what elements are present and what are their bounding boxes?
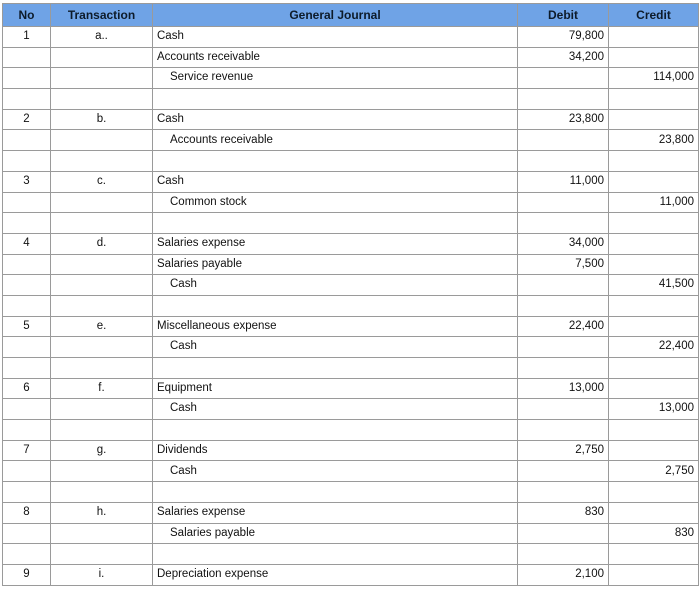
row-number-cell: 1 xyxy=(3,27,51,48)
credit-cell xyxy=(609,295,699,316)
account-cell xyxy=(153,358,518,379)
table-row xyxy=(3,89,699,110)
transaction-cell: g. xyxy=(51,440,153,461)
row-number-cell: 3 xyxy=(3,171,51,192)
table-row xyxy=(3,68,699,89)
row-number-cell xyxy=(3,192,51,213)
transaction-cell xyxy=(51,482,153,503)
account-cell xyxy=(153,89,518,110)
table-row xyxy=(3,213,699,234)
account-cell: Salaries payable xyxy=(153,523,518,544)
table-row xyxy=(3,440,699,461)
account-cell: Accounts receivable xyxy=(153,130,518,151)
debit-cell xyxy=(518,192,609,213)
transaction-cell xyxy=(51,358,153,379)
table-row xyxy=(3,523,699,544)
table-row xyxy=(3,544,699,565)
credit-cell xyxy=(609,233,699,254)
table-row xyxy=(3,482,699,503)
credit-cell: 41,500 xyxy=(609,275,699,296)
account-cell: Cash xyxy=(153,171,518,192)
account-cell: Salaries expense xyxy=(153,502,518,523)
table-row xyxy=(3,337,699,358)
account-cell: Cash xyxy=(153,275,518,296)
transaction-cell xyxy=(51,420,153,441)
debit-cell: 13,000 xyxy=(518,378,609,399)
transaction-cell: c. xyxy=(51,171,153,192)
account-cell: Cash xyxy=(153,109,518,130)
row-number-cell: 5 xyxy=(3,316,51,337)
header-row xyxy=(3,4,699,27)
credit-cell xyxy=(609,358,699,379)
credit-cell: 22,400 xyxy=(609,337,699,358)
debit-cell xyxy=(518,544,609,565)
journal-body xyxy=(3,27,699,586)
general-journal-table xyxy=(2,3,699,586)
transaction-cell: a.. xyxy=(51,27,153,48)
transaction-cell xyxy=(51,68,153,89)
debit-cell xyxy=(518,523,609,544)
account-cell xyxy=(153,544,518,565)
transaction-cell xyxy=(51,47,153,68)
row-number-cell: 9 xyxy=(3,564,51,585)
account-cell: Cash xyxy=(153,337,518,358)
table-row xyxy=(3,564,699,585)
row-number-cell: 7 xyxy=(3,440,51,461)
credit-cell xyxy=(609,47,699,68)
transaction-cell: b. xyxy=(51,109,153,130)
credit-cell xyxy=(609,378,699,399)
credit-cell: 23,800 xyxy=(609,130,699,151)
row-number-cell: 4 xyxy=(3,233,51,254)
table-row xyxy=(3,461,699,482)
row-number-cell xyxy=(3,275,51,296)
debit-cell xyxy=(518,358,609,379)
table-row xyxy=(3,151,699,172)
debit-cell xyxy=(518,275,609,296)
row-number-cell xyxy=(3,47,51,68)
account-cell xyxy=(153,151,518,172)
row-number-cell xyxy=(3,358,51,379)
debit-cell: 34,000 xyxy=(518,233,609,254)
header-no: No xyxy=(3,4,51,27)
transaction-cell xyxy=(51,275,153,296)
debit-cell: 2,750 xyxy=(518,440,609,461)
credit-cell xyxy=(609,213,699,234)
row-number-cell xyxy=(3,544,51,565)
transaction-cell: e. xyxy=(51,316,153,337)
transaction-cell: i. xyxy=(51,564,153,585)
account-cell xyxy=(153,295,518,316)
header-debit: Debit xyxy=(518,4,609,27)
account-cell: Accounts receivable xyxy=(153,47,518,68)
table-row xyxy=(3,171,699,192)
debit-cell xyxy=(518,89,609,110)
account-cell xyxy=(153,213,518,234)
debit-cell xyxy=(518,420,609,441)
debit-cell xyxy=(518,130,609,151)
credit-cell: 830 xyxy=(609,523,699,544)
credit-cell: 11,000 xyxy=(609,192,699,213)
credit-cell xyxy=(609,502,699,523)
debit-cell: 79,800 xyxy=(518,27,609,48)
transaction-cell xyxy=(51,192,153,213)
debit-cell xyxy=(518,461,609,482)
header-general-journal: General Journal xyxy=(153,4,518,27)
row-number-cell: 6 xyxy=(3,378,51,399)
table-row xyxy=(3,47,699,68)
credit-cell xyxy=(609,440,699,461)
account-cell: Depreciation expense xyxy=(153,564,518,585)
transaction-cell: f. xyxy=(51,378,153,399)
debit-cell xyxy=(518,151,609,172)
account-cell: Cash xyxy=(153,27,518,48)
credit-cell: 13,000 xyxy=(609,399,699,420)
row-number-cell xyxy=(3,337,51,358)
transaction-cell: d. xyxy=(51,233,153,254)
row-number-cell: 2 xyxy=(3,109,51,130)
table-row xyxy=(3,378,699,399)
table-row xyxy=(3,254,699,275)
row-number-cell xyxy=(3,295,51,316)
account-cell: Cash xyxy=(153,399,518,420)
debit-cell xyxy=(518,295,609,316)
transaction-cell xyxy=(51,295,153,316)
credit-cell xyxy=(609,316,699,337)
row-number-cell xyxy=(3,482,51,503)
account-cell: Dividends xyxy=(153,440,518,461)
debit-cell xyxy=(518,482,609,503)
account-cell xyxy=(153,482,518,503)
transaction-cell xyxy=(51,254,153,275)
transaction-cell xyxy=(51,89,153,110)
header-credit: Credit xyxy=(609,4,699,27)
account-cell xyxy=(153,420,518,441)
table-row xyxy=(3,399,699,420)
transaction-cell xyxy=(51,337,153,358)
table-row xyxy=(3,275,699,296)
transaction-cell xyxy=(51,399,153,420)
account-cell: Miscellaneous expense xyxy=(153,316,518,337)
debit-cell xyxy=(518,337,609,358)
account-cell: Salaries expense xyxy=(153,233,518,254)
transaction-cell xyxy=(51,461,153,482)
credit-cell xyxy=(609,171,699,192)
table-row xyxy=(3,130,699,151)
credit-cell xyxy=(609,564,699,585)
transaction-cell xyxy=(51,213,153,234)
transaction-cell xyxy=(51,130,153,151)
debit-cell xyxy=(518,68,609,89)
credit-cell: 2,750 xyxy=(609,461,699,482)
credit-cell xyxy=(609,109,699,130)
table-row xyxy=(3,27,699,48)
debit-cell xyxy=(518,399,609,420)
row-number-cell xyxy=(3,89,51,110)
credit-cell: 114,000 xyxy=(609,68,699,89)
table-row xyxy=(3,502,699,523)
table-row xyxy=(3,233,699,254)
credit-cell xyxy=(609,254,699,275)
row-number-cell xyxy=(3,399,51,420)
credit-cell xyxy=(609,27,699,48)
transaction-cell xyxy=(51,151,153,172)
debit-cell: 34,200 xyxy=(518,47,609,68)
account-cell: Service revenue xyxy=(153,68,518,89)
credit-cell xyxy=(609,482,699,503)
credit-cell xyxy=(609,89,699,110)
account-cell: Salaries payable xyxy=(153,254,518,275)
table-row xyxy=(3,295,699,316)
table-row xyxy=(3,358,699,379)
transaction-cell xyxy=(51,544,153,565)
table-row xyxy=(3,420,699,441)
row-number-cell xyxy=(3,213,51,234)
debit-cell: 7,500 xyxy=(518,254,609,275)
table-row xyxy=(3,109,699,130)
credit-cell xyxy=(609,420,699,441)
row-number-cell: 8 xyxy=(3,502,51,523)
account-cell: Equipment xyxy=(153,378,518,399)
transaction-cell: h. xyxy=(51,502,153,523)
debit-cell: 2,100 xyxy=(518,564,609,585)
row-number-cell xyxy=(3,523,51,544)
transaction-cell xyxy=(51,523,153,544)
account-cell: Cash xyxy=(153,461,518,482)
row-number-cell xyxy=(3,130,51,151)
credit-cell xyxy=(609,544,699,565)
row-number-cell xyxy=(3,151,51,172)
row-number-cell xyxy=(3,254,51,275)
account-cell: Common stock xyxy=(153,192,518,213)
debit-cell xyxy=(518,213,609,234)
row-number-cell xyxy=(3,461,51,482)
debit-cell: 22,400 xyxy=(518,316,609,337)
table-row xyxy=(3,192,699,213)
debit-cell: 11,000 xyxy=(518,171,609,192)
header-transaction: Transaction xyxy=(51,4,153,27)
row-number-cell xyxy=(3,68,51,89)
table-row xyxy=(3,316,699,337)
credit-cell xyxy=(609,151,699,172)
row-number-cell xyxy=(3,420,51,441)
debit-cell: 830 xyxy=(518,502,609,523)
debit-cell: 23,800 xyxy=(518,109,609,130)
